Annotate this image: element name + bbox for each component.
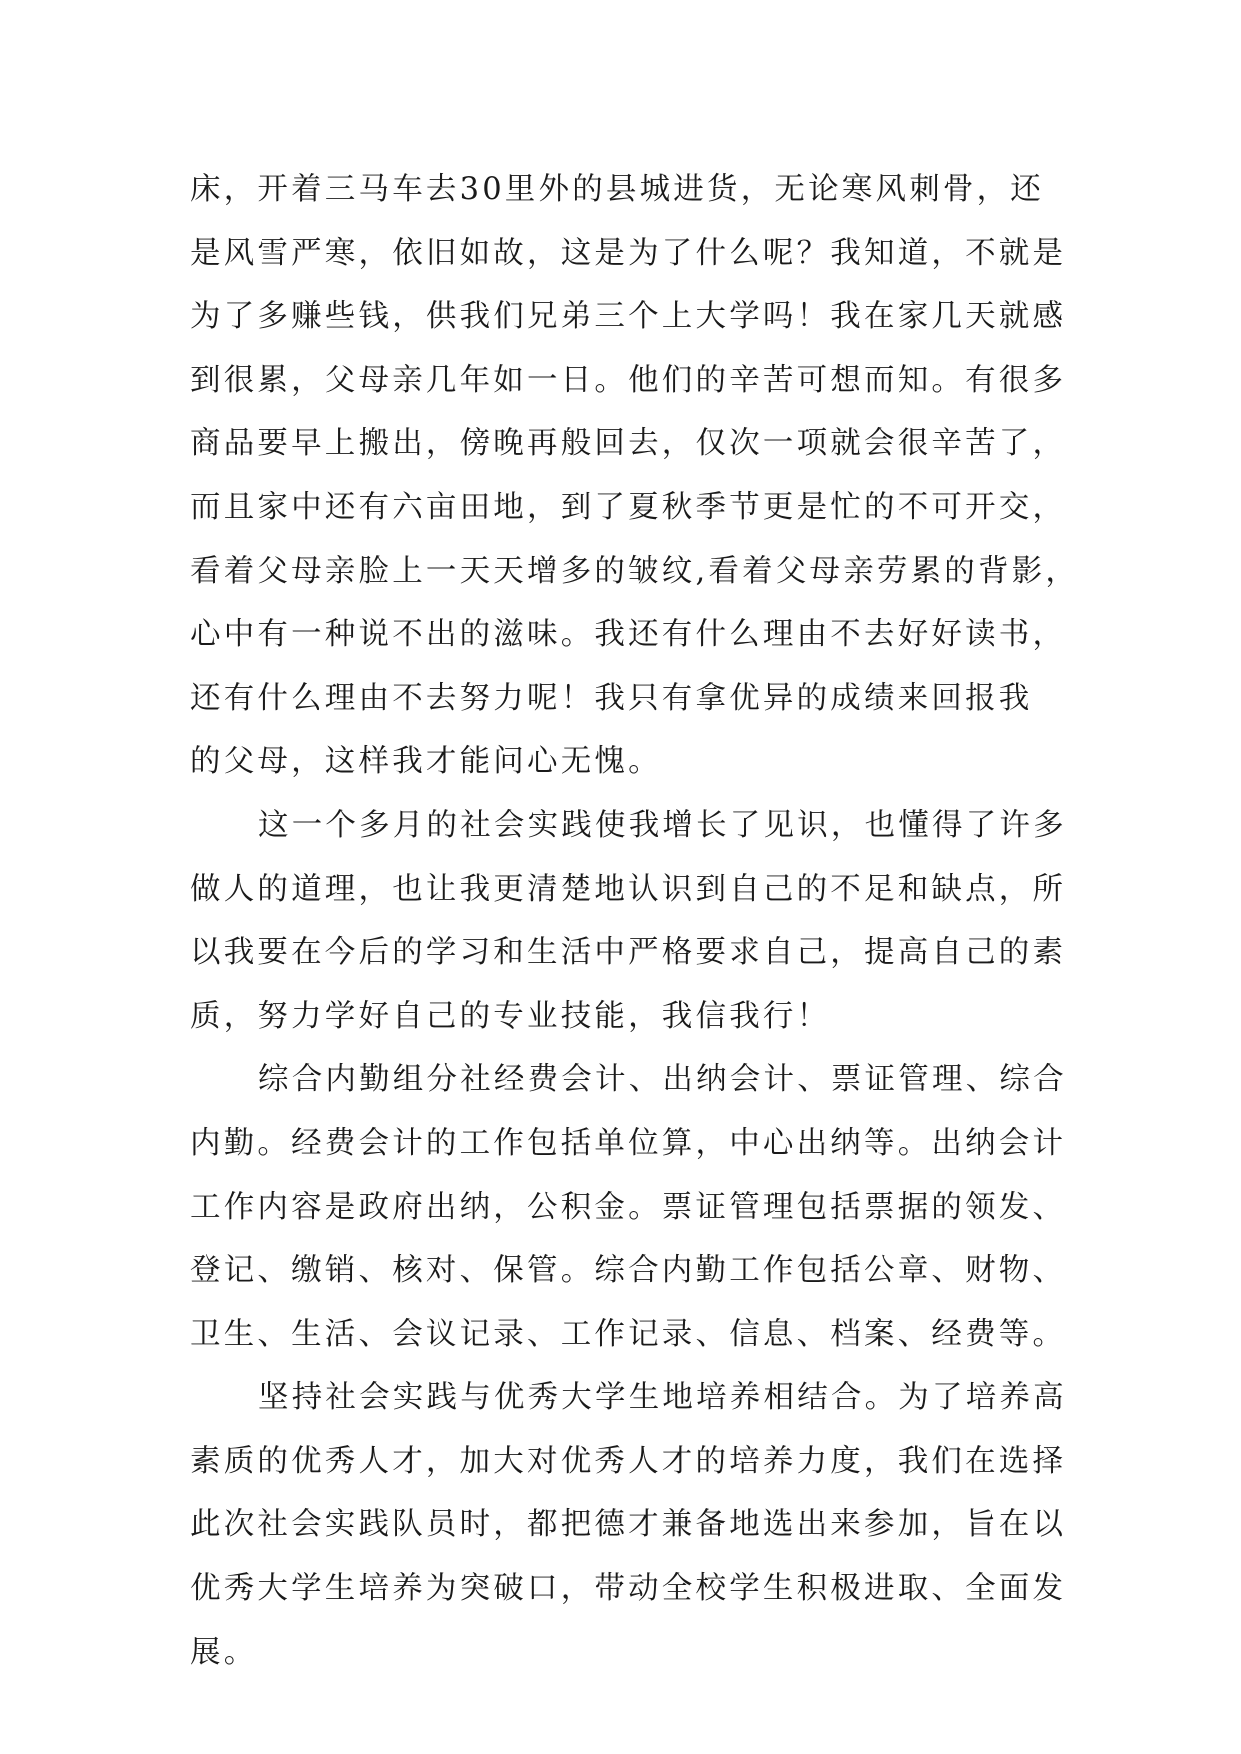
text-line: 内勤。经费会计的工作包括单位算，中心出纳等。出纳会计 <box>190 1125 1067 1161</box>
text-line: 的父母，这样我才能问心无愧。 <box>190 744 662 780</box>
text-line: 登记、缴销、核对、保管。综合内勤工作包括公章、财物、 <box>190 1253 1067 1289</box>
paragraph-continuation <box>190 158 1080 794</box>
paragraph-talent-training <box>190 1366 1070 1684</box>
text-line: 坚持社会实践与优秀大学生地培养相结合。为了培养高 <box>258 1380 1067 1416</box>
text-line: 展。 <box>190 1634 258 1670</box>
paragraph-office-duties <box>190 1048 1070 1366</box>
body-text <box>190 158 1080 1684</box>
text-line: 到很累，父母亲几年如一日。他们的辛苦可想而知。有很多 <box>190 362 1067 398</box>
text-line: 床，开着三马车去30里外的县城进货，无论寒风刺骨，还 <box>190 172 1045 207</box>
text-line: 做人的道理，也让我更清楚地认识到自己的不足和缺点，所 <box>190 871 1067 907</box>
text-line: 为了多赚些钱，供我们兄弟三个上大学吗！我在家几天就感 <box>190 299 1067 335</box>
text-line: 卫生、生活、会议记录、工作记录、信息、档案、经费等。 <box>190 1316 1067 1352</box>
text-line: 商品要早上搬出，傍晚再般回去，仅次一项就会很辛苦了， <box>190 426 1067 462</box>
text-line: 工作内容是政府出纳，公积金。票证管理包括票据的领发、 <box>190 1189 1067 1225</box>
text-line: 素质的优秀人才，加大对优秀人才的培养力度，我们在选择 <box>190 1443 1067 1479</box>
text-line: 这一个多月的社会实践使我增长了见识，也懂得了许多 <box>258 807 1067 843</box>
text-line: 心中有一种说不出的滋味。我还有什么理由不去好好读书， <box>190 617 1067 653</box>
text-line: 质，努力学好自己的专业技能，我信我行！ <box>190 998 831 1034</box>
text-line: 优秀大学生培养为突破口，带动全校学生积极进取、全面发 <box>190 1571 1067 1607</box>
text-line: 综合内勤组分社经费会计、出纳会计、票证管理、综合 <box>258 1062 1067 1098</box>
text-line: 还有什么理由不去努力呢！我只有拿优异的成绩来回报我 <box>190 680 1033 716</box>
text-line: 此次社会实践队员时，都把德才兼备地选出来参加，旨在以 <box>190 1507 1067 1543</box>
text-line: 以我要在今后的学习和生活中严格要求自己，提高自己的素 <box>190 935 1067 971</box>
text-line: 而且家中还有六亩田地，到了夏秋季节更是忙的不可开交， <box>190 489 1067 525</box>
text-line: 看着父母亲脸上一天天增多的皱纹,看着父母亲劳累的背影， <box>190 553 1080 589</box>
paragraph-practice-reflection <box>190 794 1070 1048</box>
text-line: 是风雪严寒，依旧如故，这是为了什么呢？我知道，不就是 <box>190 235 1067 271</box>
